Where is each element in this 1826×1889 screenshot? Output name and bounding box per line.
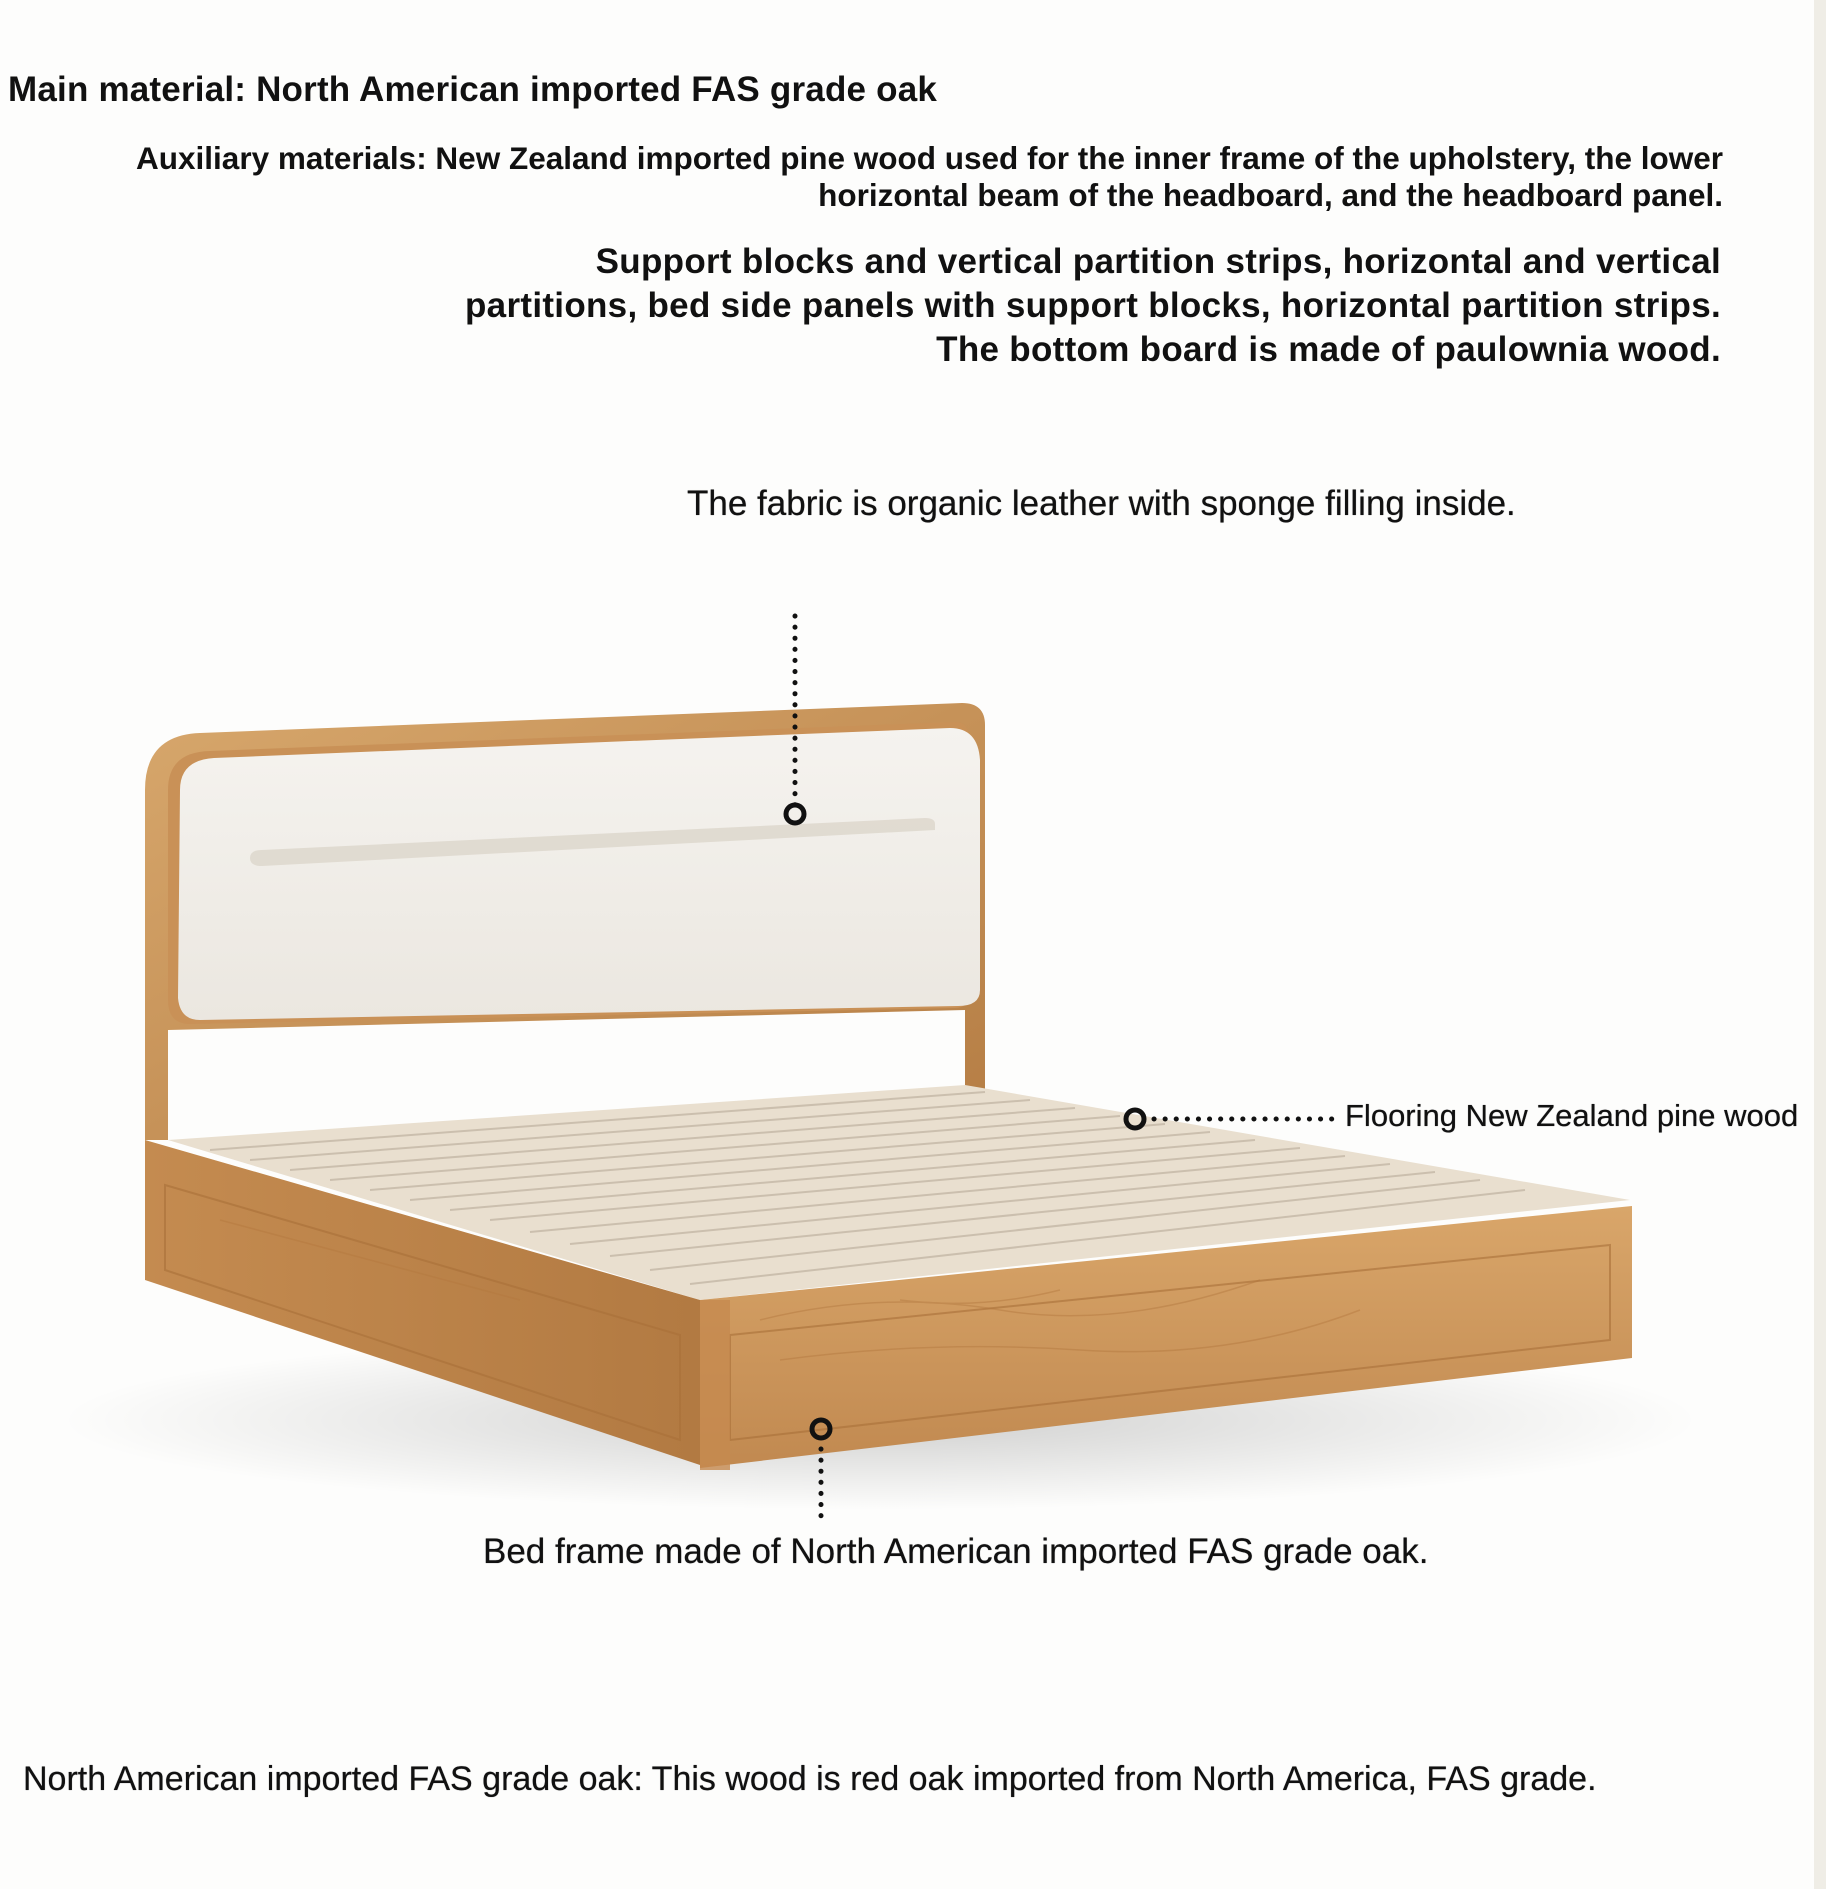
auxiliary-materials-text: Auxiliary materials: New Zealand imported pine wood used for the inner frame of the upholstery, the lower horizontal beam of the headboard, and the headboard panel. — [136, 140, 1723, 213]
callout-flooring-leader — [1120, 1104, 1345, 1134]
callout-headboard-label: The fabric is organic leather with sponge filling inside. — [687, 484, 1516, 523]
ring-marker-icon — [1126, 1110, 1144, 1128]
callout-flooring-label: Flooring New Zealand pine wood — [1345, 1098, 1799, 1133]
callout-frame-label: Bed frame made of North American imported FAS grade oak. — [483, 1532, 1429, 1571]
callout-headboard-leader — [780, 610, 810, 830]
support-structure-text: Support blocks and vertical partition strips, horizontal and vertical partitions, bed side panels with support blocks, horizontal partition strips. The bottom board is made of paulownia wood. — [465, 242, 1721, 369]
callout-frame-leader — [806, 1414, 836, 1529]
main-material-heading: Main material: North American imported FAS grade oak — [8, 70, 938, 109]
ring-marker-icon — [786, 805, 804, 823]
ring-marker-icon — [812, 1420, 830, 1438]
upholstered-panel — [178, 728, 980, 1020]
footer-note: North American imported FAS grade oak: This wood is red oak imported from North America, FAS grade. — [23, 1760, 1597, 1798]
headboard — [145, 703, 985, 1140]
corner-post — [700, 1300, 730, 1470]
